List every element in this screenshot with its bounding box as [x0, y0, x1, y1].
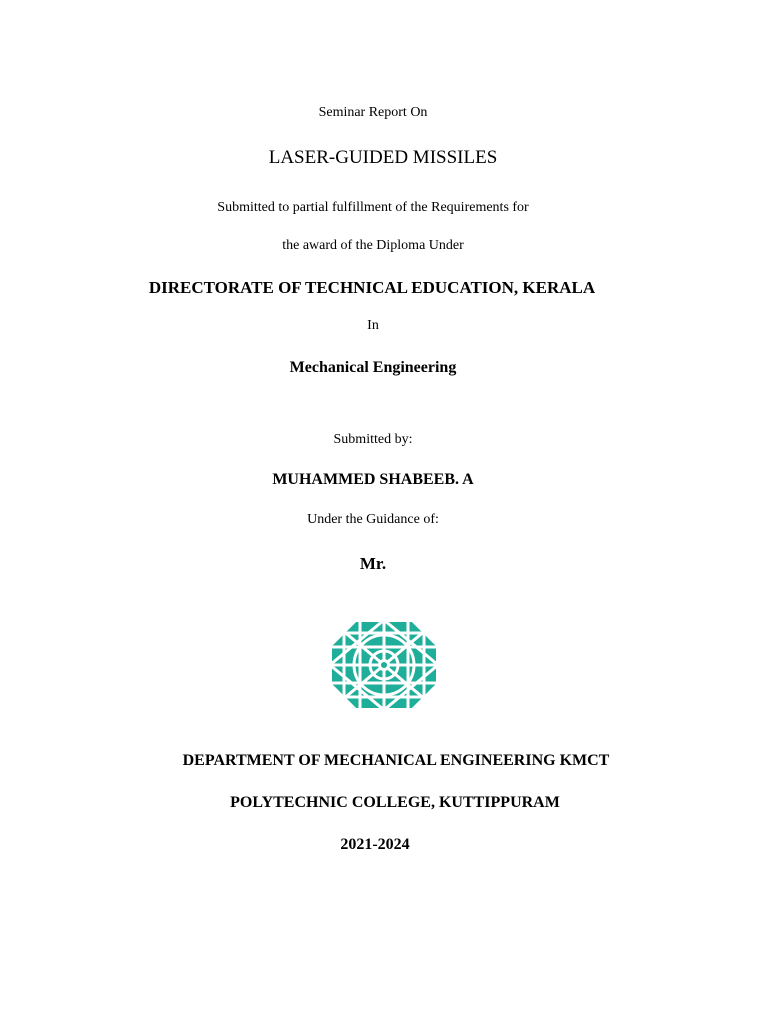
department-line-2: POLYTECHNIC COLLEGE, KUTTIPPURAM	[230, 794, 560, 811]
submitted-by-label: Submitted by:	[333, 432, 413, 447]
academic-years: 2021-2024	[340, 836, 410, 853]
student-name: MUHAMMED SHABEEB. A	[272, 471, 474, 488]
submission-text-line-2: the award of the Diploma Under	[282, 238, 464, 253]
submission-text-line-1: Submitted to partial fulfillment of the Requirements for	[217, 200, 529, 215]
guide-name: Mr.	[359, 554, 387, 573]
guidance-label: Under the Guidance of:	[307, 512, 439, 527]
college-emblem-icon	[330, 620, 438, 710]
in-label: In	[367, 318, 379, 333]
board-name: DIRECTORATE OF TECHNICAL EDUCATION, KERALA	[148, 278, 596, 297]
department-line-1: DEPARTMENT OF MECHANICAL ENGINEERING KMCT	[182, 752, 610, 769]
report-title: LASER-GUIDED MISSILES	[268, 147, 498, 168]
branch-name: Mechanical Engineering	[289, 359, 457, 376]
report-type-label: Seminar Report On	[318, 105, 428, 120]
